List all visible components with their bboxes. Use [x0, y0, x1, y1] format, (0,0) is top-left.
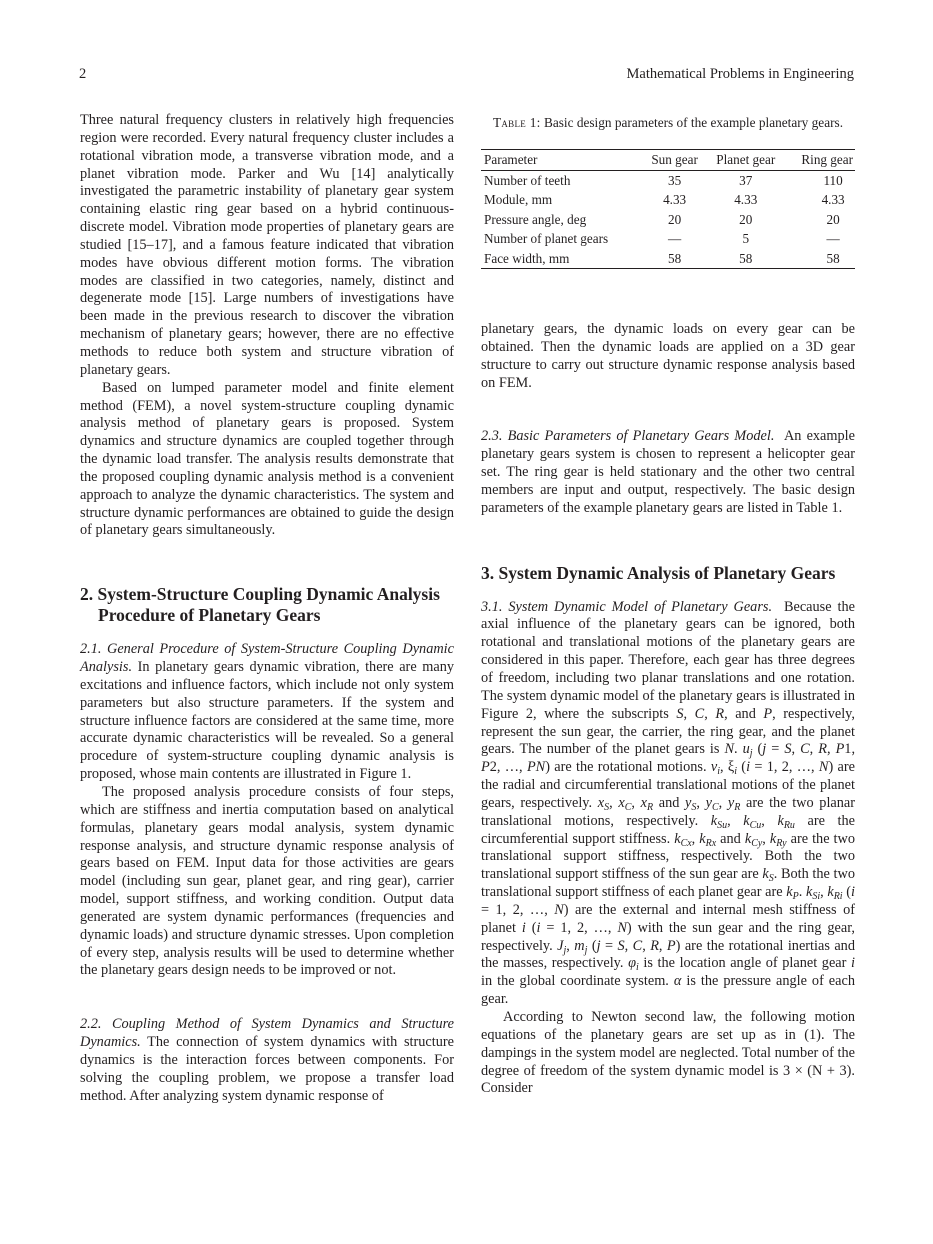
- cell: Module, mm: [484, 192, 553, 207]
- cell: 5: [742, 231, 750, 246]
- cell: 37: [739, 172, 753, 188]
- subsection-2-1-text: In planetary gears dynamic vibration, there are many excitations and influence factors, which include not only system parameters but also structure parameters. If the system and structure influence factors are considered at the same time, more accurate dynamic characteristics will be revealed. So a general procedure of system-structure coupling dynamic analysis is proposed, whose main contents are illustrated in Figure 1.: [80, 659, 454, 783]
- table-row: [481, 170, 855, 190]
- parameters-table: [481, 149, 855, 269]
- subsection-2-3-title: 2.3. Basic Parameters of Planetary Gears Model.: [481, 428, 775, 445]
- intro-paragraph: Three natural frequency clusters in relatively high frequencies region were recorded. Every natural frequency cluster includes a rotational vibration mode, a transverse vibration mode, and a planet vibration mode. Parker and Wu [14] analytically investigated the parametric instability of planetary gear system containing elastic ring gear based on a hybrid continuous-discrete model. Vibration mode properties of planetary gears are studied [15–17], and a famous feature indicated that vibration modes have obvious different motion forms. The vibration modes are classified in two categories, namely, distinct and degenerate mode [15]. Large numbers of investigations have been made in the previous research to discover the vibration mechanism of planetary gears; however, there are no effective methods to reduce both system and structure vibration of planetary gears.: [80, 112, 454, 378]
- cell: —: [826, 231, 840, 246]
- subsection-2-2-title: 2.2. Coupling Method of System Dynamics and Structure Dynamics.: [80, 1016, 454, 1051]
- subsection-3-1-title: 3.1. System Dynamic Model of Planetary Gears.: [481, 598, 773, 615]
- section-2-heading: 2. System-Structure Coupling Dynamic Analysis Procedure of Planetary Gears: [80, 584, 440, 626]
- table-caption-label: Table 1:: [492, 115, 541, 130]
- table-row: [481, 210, 855, 230]
- cell: 4.33: [663, 192, 687, 207]
- cell: Number of planet gears: [484, 231, 609, 246]
- running-head: [79, 66, 854, 86]
- subsection-2-3-text: An example planetary gears system is chosen to represent a helicopter gear set. The ring gear is held stationary and the other two central members are input and output, respectively. The basic design parameters of the example planetary gears are listed in Table 1.: [481, 428, 855, 516]
- table-1: [481, 114, 855, 269]
- subsection-3-1-text: Because the axial influence of the planetary gears can be ignored, both rotational and translational motions of the planetary gears are considered in this paper. Therefore, each gear has three degrees of freedom, including two planar translations and one rotation. The system dynamic model of the planetary gears is illustrated in Figure 2, where the subscripts: [481, 598, 856, 722]
- table-caption-text: Basic design parameters of the example planetary gears.: [543, 115, 844, 130]
- cell: Face width, mm: [484, 250, 570, 266]
- header-ring-gear: Ring gear: [801, 152, 853, 167]
- cell: 20: [826, 211, 840, 227]
- coupling-continuation: planetary gears, the dynamic loads on every gear can be obtained. Then the dynamic loads are applied on a 3D gear structure to carry out structure dynamic response analysis based on FEM.: [481, 321, 855, 391]
- header-sun-gear: Sun gear: [651, 152, 698, 167]
- left-column: [80, 112, 454, 1106]
- header-parameter: Parameter: [484, 152, 538, 167]
- cell: 4.33: [734, 192, 758, 207]
- table-row: [481, 249, 855, 269]
- cell: Number of teeth: [484, 172, 571, 188]
- subsection-3-1: 3.1. System Dynamic Model of Planetary Gears. Because the axial influence of the planetary gears can be ignored, both rotational and translational motions of the planetary gears are considered in this paper. Therefore, each gear has three degrees of freedom, including two planar translations and one rotation. The system dynamic model of the planetary gears is illustrated in Figure 2, where the subscripts S, C, R, and P, respectively, represent the sun gear, the carrier, the ring gear, and the planet gears. The number of the planet gears is N. $u_j$ (j = S, C, R, P1, P2, …, PN) are the rotational motions. $v_i$, $\xi_i$ (i = 1, 2, …, N) are the radial and circumferential translational motions of the planet gears, respectively. $x_S$, $x_C$, $x_R$ and $y_S$, $y_C$, $y_R$ are the two planar translational motions, respectively. $k_{Su}$, $k_{Cu}$, $k_{Ru}$ are the circumferential support stiffness. $k_{Cx}$, $k_{Rx}$ and $k_{Cy}$, $k_{Ry}$ are the two translational support stiffness, respectively. Both the two translational support stiffness of the sun gear are $k_S$. Both the two translational support stiffness of each planet gear are $k_P$. $k_{Si}$, $k_{Ri}$ (i = 1, 2, …, N) are the external and internal mesh stiffness of planet i (i = 1, 2, …, N) with the sun gear and the ring gear, respectively. $J_j$, $m_j$ (j = S, C, R, P) are the rotational inertias and the masses, respectively. $\varphi_i$ is the location angle of planet gear i in the global coordinate system. α is the pressure angle of each gear.: [481, 598, 856, 1008]
- procedure-paragraph: The proposed analysis procedure consists of four steps, which are stiffness and inertia computation based on analytical formulas, planetary gears modal analysis, system dynamic response analysis, and structure dynamic response analysis of gears based on FEM. Input data for those activities are gears model (including sun gear, planet gear, and ring gear), carrier model, support stiffness, and working condition. Output data generated are system dynamic performances (frequencies and dynamic loads) and structure dynamic stresses. Upon completion of every step, analysis results will be used to determine whether the planetary gears design needs to be improved or not.: [80, 784, 454, 979]
- cell: —: [668, 231, 682, 246]
- subsection-2-3: [481, 428, 855, 517]
- cell: Pressure angle, deg: [484, 211, 587, 227]
- page-number: 2: [79, 66, 87, 82]
- subsection-2-2-text: The connection of system dynamics with structure dynamics is the interaction forces between components. For solving the coupling problem, we propose a transfer load method. After analyzing system dynamic response of: [80, 1034, 454, 1104]
- subsection-2-1-title: 2.1. General Procedure of System-Structure Coupling Dynamic Analysis.: [80, 641, 454, 676]
- table-caption: [481, 114, 855, 131]
- cell: 20: [739, 211, 753, 227]
- subsection-2-1: [80, 641, 454, 784]
- cell: 58: [826, 250, 840, 266]
- section-3-heading: 3. System Dynamic Analysis of Planetary Gears: [481, 562, 836, 583]
- cell: 4.33: [821, 192, 845, 207]
- cell: 58: [739, 250, 753, 266]
- journal-title: Mathematical Problems in Engineering: [626, 66, 854, 82]
- header-planet-gear: Planet gear: [716, 152, 776, 167]
- cell: 58: [668, 250, 682, 266]
- cell: 20: [668, 211, 682, 227]
- table-row: [481, 229, 855, 249]
- table-row: [481, 190, 855, 210]
- cell: 35: [668, 172, 682, 188]
- cell: 110: [823, 172, 843, 188]
- table-header-row: [481, 150, 855, 171]
- intro-paragraph-2: Based on lumped parameter model and finite element method (FEM), a novel system-structure coupling dynamic analysis method of planetary gears is proposed. System dynamics and structure dynamics are coupled together through the dynamic load transfer. The analysis results demonstrate that the proposed coupling dynamic analysis method is a convenient approach to analyze the dynamic characteristics. The system and structure dynamic performances are obtained to guide the design of planetary gears simultaneously.: [80, 379, 454, 539]
- right-column: [481, 321, 855, 1098]
- newton-paragraph: According to Newton second law, the following motion equations of the planetary gears are set up as in (1). The dampings in the system model are neglected. Total number of the degree of freedom of the system dynamic model is 3 × (N + 3). Consider: [481, 1009, 855, 1097]
- subsection-2-2: [80, 1016, 454, 1105]
